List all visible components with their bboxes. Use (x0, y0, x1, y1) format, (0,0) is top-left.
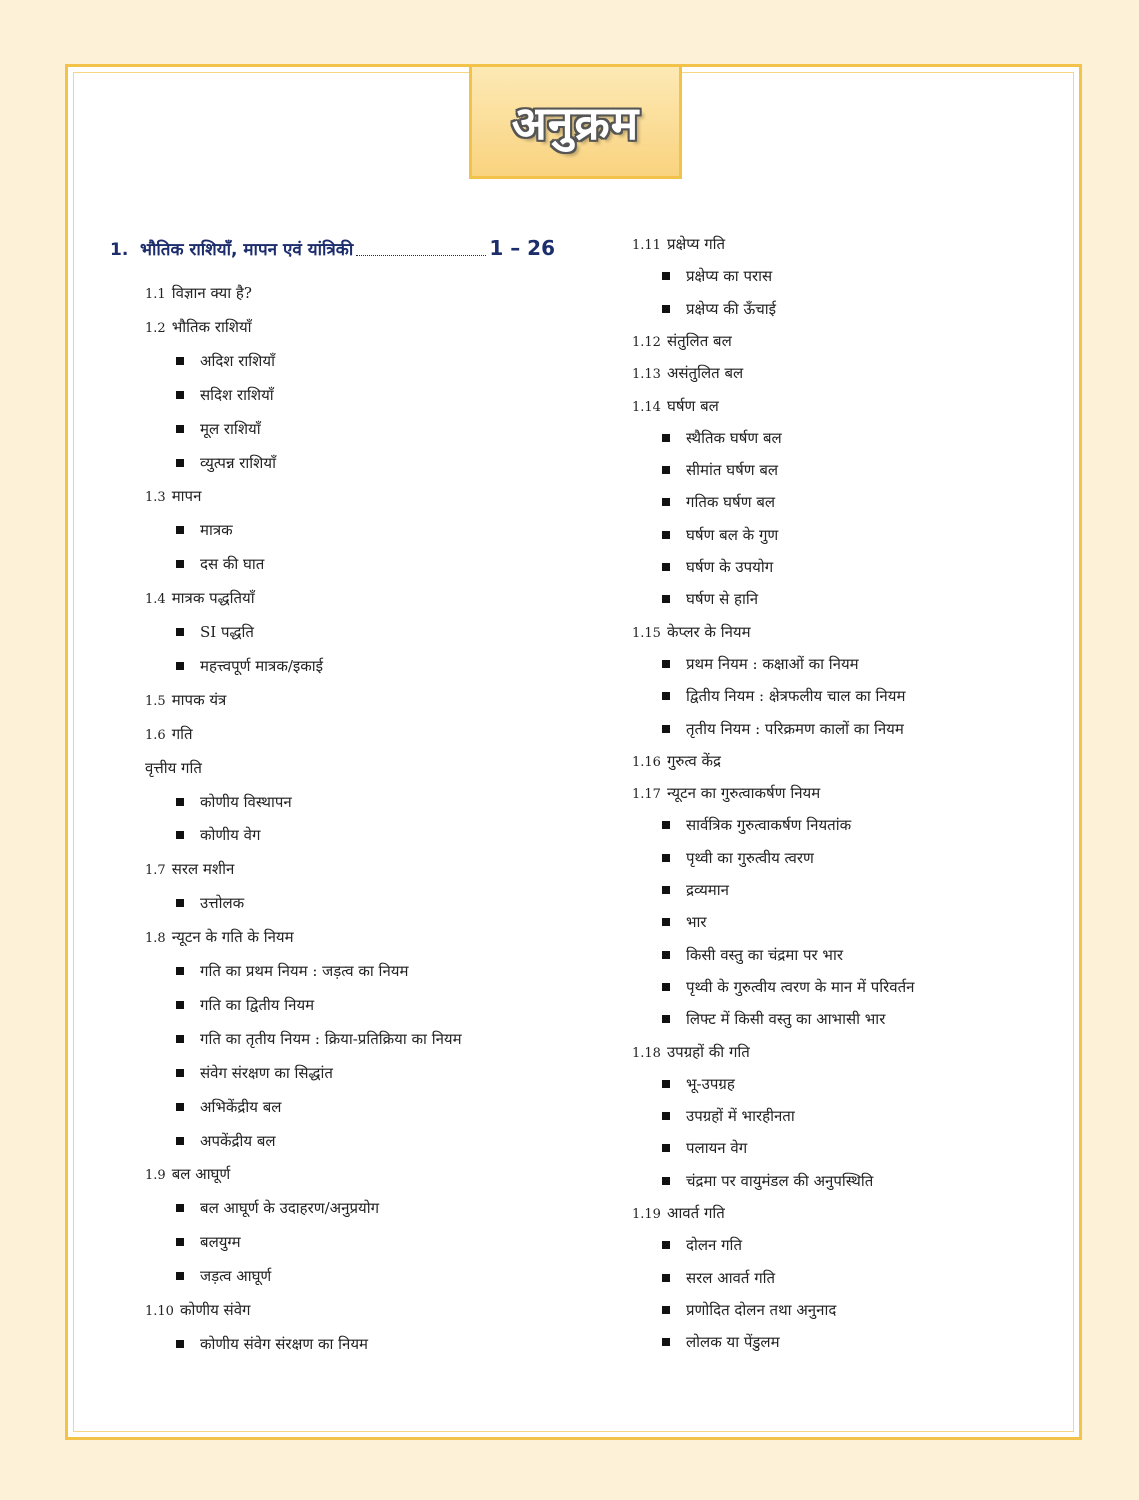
square-bullet-icon (662, 434, 670, 442)
section-number: 1.7 (145, 863, 166, 879)
subsection-entry[interactable] (176, 622, 254, 642)
entry-text: मापन (171, 487, 202, 506)
section-entry[interactable] (632, 751, 721, 773)
entry-text: अभिकेंद्रीय बल (200, 1097, 282, 1116)
entry-text: घर्षण बल (666, 396, 719, 415)
section-number: 1.9 (145, 1168, 166, 1184)
entry-text: सरल मशीन (171, 860, 235, 879)
subsection-entry[interactable] (662, 686, 905, 706)
page-title: अनुक्रम (511, 95, 640, 150)
chapter-number: 1. (110, 240, 129, 260)
entry-text: उपग्रहों में भारहीनता (686, 1107, 795, 1126)
square-bullet-icon (176, 899, 184, 907)
entry-text: SI पद्धति (200, 623, 254, 641)
section-entry[interactable] (145, 283, 252, 305)
section-number: 1.3 (145, 490, 166, 506)
entry-text: गुरुत्व केंद्र (666, 751, 721, 770)
square-bullet-icon (662, 1112, 670, 1120)
square-bullet-icon (662, 821, 670, 829)
entry-text: दोलन गति (686, 1236, 742, 1255)
square-bullet-icon (662, 1015, 670, 1023)
subsection-entry[interactable] (662, 525, 778, 545)
square-bullet-icon (176, 1272, 184, 1280)
square-bullet-icon (662, 1177, 670, 1185)
square-bullet-icon (662, 725, 670, 733)
entry-text: न्यूटन का गुरुत्वाकर्षण नियम (666, 784, 821, 803)
entry-text: जड़त्व आघूर्ण (200, 1267, 272, 1286)
square-bullet-icon (176, 628, 184, 636)
square-bullet-icon (176, 1103, 184, 1111)
entry-text: कोणीय विस्थापन (200, 792, 292, 811)
entry-text: उत्तोलक (200, 894, 245, 913)
section-entry[interactable] (145, 317, 252, 339)
subsection-entry[interactable] (662, 299, 776, 319)
square-bullet-icon (662, 272, 670, 280)
entry-text: असंतुलित बल (666, 364, 744, 383)
section-number: 1.16 (632, 754, 661, 770)
section-number: 1.17 (632, 787, 661, 803)
subsection-entry[interactable] (662, 1300, 836, 1320)
square-bullet-icon (662, 854, 670, 862)
section-number: 1.5 (145, 693, 166, 709)
square-bullet-icon (176, 560, 184, 568)
entry-text: पलायन वेग (686, 1139, 748, 1158)
subsection-entry[interactable] (176, 995, 314, 1015)
section-entry[interactable] (145, 486, 201, 508)
entry-text: सरल आवर्त गति (686, 1268, 776, 1287)
subsection-entry[interactable] (176, 351, 275, 371)
entry-text: भौतिक राशियाँ (171, 317, 252, 336)
square-bullet-icon (176, 425, 184, 433)
subsection-entry[interactable] (662, 1332, 780, 1352)
entry-text: घर्षण से हानि (686, 590, 759, 609)
subsection-entry[interactable] (662, 719, 904, 739)
entry-text: प्रक्षेप्य का परास (686, 267, 773, 286)
entry-text: सदिश राशियाँ (200, 385, 274, 404)
subsection-entry[interactable] (662, 1009, 885, 1029)
subsection-entry[interactable] (176, 656, 323, 676)
square-bullet-icon (176, 1340, 184, 1348)
square-bullet-icon (176, 391, 184, 399)
section-entry[interactable] (145, 1164, 230, 1186)
entry-text: मात्रक (200, 521, 233, 540)
section-number: 1.15 (632, 625, 661, 641)
square-bullet-icon (176, 459, 184, 467)
entry-text: भू-उपग्रह (686, 1074, 735, 1093)
chapter-pages: 1 – 26 (489, 236, 555, 260)
square-bullet-icon (176, 798, 184, 806)
square-bullet-icon (176, 1001, 184, 1009)
subsection-entry[interactable] (176, 1097, 281, 1117)
square-bullet-icon (662, 531, 670, 539)
section-entry[interactable] (632, 1203, 725, 1225)
square-bullet-icon (176, 1204, 184, 1212)
square-bullet-icon (662, 951, 670, 959)
title-box (469, 64, 682, 179)
entry-text: गति का द्वितीय नियम (200, 995, 315, 1014)
square-bullet-icon (176, 967, 184, 975)
entry-text: संवेग संरक्षण का सिद्धांत (200, 1063, 333, 1082)
square-bullet-icon (662, 886, 670, 894)
subsection-entry[interactable] (176, 1232, 241, 1252)
section-number: 1.11 (632, 238, 661, 253)
entry-text: घर्षण बल के गुण (686, 525, 779, 544)
subsection-entry[interactable] (176, 792, 292, 812)
entry-text: लोलक या पेंडुलम (686, 1333, 780, 1352)
subsection-entry[interactable] (662, 654, 859, 674)
square-bullet-icon (176, 1238, 184, 1246)
square-bullet-icon (662, 1241, 670, 1249)
section-entry[interactable] (632, 622, 751, 644)
section-entry[interactable] (632, 396, 719, 418)
entry-text: कोणीय वेग (200, 826, 261, 845)
section-entry[interactable] (145, 1300, 250, 1322)
section-entry[interactable] (145, 724, 193, 746)
section-number: 1.12 (632, 334, 661, 350)
subsection-entry[interactable] (662, 557, 773, 577)
section-entry[interactable] (145, 588, 255, 610)
section-entry[interactable] (632, 1042, 750, 1064)
entry-text: द्रव्यमान (686, 881, 729, 899)
subsection-entry[interactable] (176, 1334, 368, 1354)
subsection-entry[interactable] (662, 1074, 735, 1094)
subsection-entry[interactable] (662, 912, 707, 932)
subsection-entry[interactable] (662, 815, 851, 835)
entry-text: द्वितीय नियम : क्षेत्रफलीय चाल का नियम (686, 687, 906, 706)
section-number: 1.6 (145, 727, 166, 743)
subsection-entry[interactable] (176, 825, 260, 845)
entry-text: गति का तृतीय नियम : क्रिया-प्रतिक्रिया का नियम (200, 1029, 462, 1048)
square-bullet-icon (662, 1144, 670, 1152)
entry-text: गतिक घर्षण बल (686, 493, 776, 512)
subsection-entry[interactable] (662, 1235, 742, 1255)
entry-text: आवर्त गति (666, 1204, 725, 1222)
entry-text: घर्षण के उपयोग (686, 558, 774, 576)
subsection-entry[interactable] (662, 266, 772, 286)
subsection-entry[interactable] (662, 460, 778, 480)
subsection-entry[interactable] (176, 1029, 462, 1049)
square-bullet-icon (176, 526, 184, 534)
entry-text: बल आघूर्ण (171, 1165, 231, 1184)
square-bullet-icon (662, 1306, 670, 1314)
entry-text: अपकेंद्रीय बल (200, 1131, 276, 1150)
entry-text: न्यूटन के गति के नियम (171, 928, 294, 947)
subsection-entry[interactable] (176, 1266, 271, 1286)
section-entry[interactable] (145, 927, 294, 949)
square-bullet-icon (176, 831, 184, 839)
subsection-entry[interactable] (176, 893, 244, 913)
subsection-entry[interactable] (662, 945, 843, 965)
entry-text: विज्ञान क्या है? (171, 284, 252, 302)
entry-text: महत्त्वपूर्ण मात्रक/इकाई (200, 656, 324, 675)
square-bullet-icon (662, 466, 670, 474)
entry-text: केप्लर के नियम (666, 622, 751, 641)
subsection-entry[interactable] (176, 419, 261, 439)
entry-text: स्थैतिक घर्षण बल (686, 428, 782, 447)
section-number: 1.18 (632, 1045, 661, 1061)
entry-text: भार (686, 913, 707, 932)
square-bullet-icon (662, 660, 670, 668)
entry-text: सीमांत घर्षण बल (686, 461, 779, 480)
subsection-entry[interactable] (662, 428, 782, 448)
subsection-entry[interactable] (176, 961, 408, 981)
section-number: 1.14 (632, 399, 661, 415)
subsection-entry[interactable] (662, 880, 729, 900)
square-bullet-icon (662, 1274, 670, 1282)
subsection-entry[interactable] (176, 554, 264, 574)
square-bullet-icon (662, 1338, 670, 1346)
entry-text: गति का प्रथम नियम : जड़त्व का नियम (200, 962, 409, 980)
subsection-entry[interactable] (662, 1171, 873, 1191)
subsection-entry[interactable] (176, 1131, 276, 1151)
subsection-entry[interactable] (662, 492, 775, 512)
entry-text: व्युत्पन्न राशियाँ (200, 453, 276, 472)
subsection-entry[interactable] (176, 385, 274, 405)
section-entry[interactable] (632, 331, 732, 353)
section-number: 1.8 (145, 931, 166, 947)
square-bullet-icon (176, 1035, 184, 1043)
section-number: 1.4 (145, 592, 166, 608)
entry-text: बलयुग्म (200, 1233, 241, 1252)
entry-text: प्रक्षेप्य की ऊँचाई (686, 299, 776, 318)
square-bullet-icon (662, 563, 670, 571)
section-number: 1.2 (145, 320, 166, 336)
subsection-entry[interactable] (662, 1106, 795, 1126)
square-bullet-icon (176, 662, 184, 670)
entry-text: अदिश राशियाँ (200, 351, 275, 370)
entry-text: प्रक्षेप्य गति (666, 235, 726, 253)
chapter-title: भौतिक राशियाँ, मापन एवं यांत्रिकी (140, 240, 354, 260)
entry-text: संतुलित बल (666, 331, 732, 350)
section-entry[interactable] (145, 758, 202, 778)
entry-text: कोणीय संवेग (179, 1301, 251, 1319)
square-bullet-icon (662, 305, 670, 313)
entry-text: दस की घात (200, 555, 265, 574)
entry-text: प्रणोदित दोलन तथा अनुनाद (686, 1300, 837, 1319)
entry-text: चंद्रमा पर वायुमंडल की अनुपस्थिति (686, 1171, 874, 1190)
entry-text: तृतीय नियम : परिक्रमण कालों का नियम (686, 719, 904, 738)
chapter-heading[interactable] (110, 236, 555, 262)
square-bullet-icon (176, 357, 184, 365)
section-entry[interactable] (145, 690, 226, 712)
subsection-entry[interactable] (176, 453, 276, 473)
section-number: 1.13 (632, 367, 661, 383)
entry-text: गति (171, 724, 193, 743)
entry-text: बल आघूर्ण के उदाहरण/अनुप्रयोग (200, 1199, 380, 1218)
square-bullet-icon (662, 498, 670, 506)
entry-text: सार्वत्रिक गुरुत्वाकर्षण नियतांक (686, 816, 852, 835)
entry-text: किसी वस्तु का चंद्रमा पर भार (686, 945, 843, 964)
subsection-entry[interactable] (662, 977, 914, 997)
subsection-entry[interactable] (662, 1138, 747, 1158)
entry-text: कोणीय संवेग संरक्षण का नियम (200, 1334, 368, 1353)
entry-text: लिफ्ट में किसी वस्तु का आभासी भार (686, 1010, 886, 1029)
entry-text: वृत्तीय गति (145, 758, 202, 777)
entry-text: पृथ्वी के गुरुत्वीय त्वरण के मान में परिवर्तन (686, 977, 915, 996)
section-entry[interactable] (145, 859, 234, 881)
subsection-entry[interactable] (662, 1268, 775, 1288)
square-bullet-icon (176, 1069, 184, 1077)
subsection-entry[interactable] (176, 1063, 333, 1083)
square-bullet-icon (662, 918, 670, 926)
section-entry[interactable] (632, 363, 743, 385)
subsection-entry[interactable] (662, 589, 758, 609)
square-bullet-icon (662, 1080, 670, 1088)
entry-text: मूल राशियाँ (200, 419, 261, 438)
entry-text: मात्रक पद्धतियाँ (171, 589, 255, 608)
section-number: 1.10 (145, 1304, 174, 1319)
entry-text: प्रथम नियम : कक्षाओं का नियम (686, 654, 859, 673)
subsection-entry[interactable] (176, 520, 233, 540)
section-number: 1.1 (145, 287, 166, 302)
square-bullet-icon (662, 983, 670, 991)
subsection-entry[interactable] (662, 848, 814, 868)
entry-text: पृथ्वी का गुरुत्वीय त्वरण (686, 848, 814, 867)
square-bullet-icon (176, 1137, 184, 1145)
subsection-entry[interactable] (176, 1198, 379, 1218)
section-entry[interactable] (632, 783, 820, 805)
leader-dots (356, 255, 486, 256)
section-number: 1.19 (632, 1207, 661, 1222)
entry-text: मापक यंत्र (171, 690, 227, 709)
square-bullet-icon (662, 692, 670, 700)
entry-text: उपग्रहों की गति (666, 1042, 750, 1061)
square-bullet-icon (662, 595, 670, 603)
section-entry[interactable] (632, 234, 725, 256)
